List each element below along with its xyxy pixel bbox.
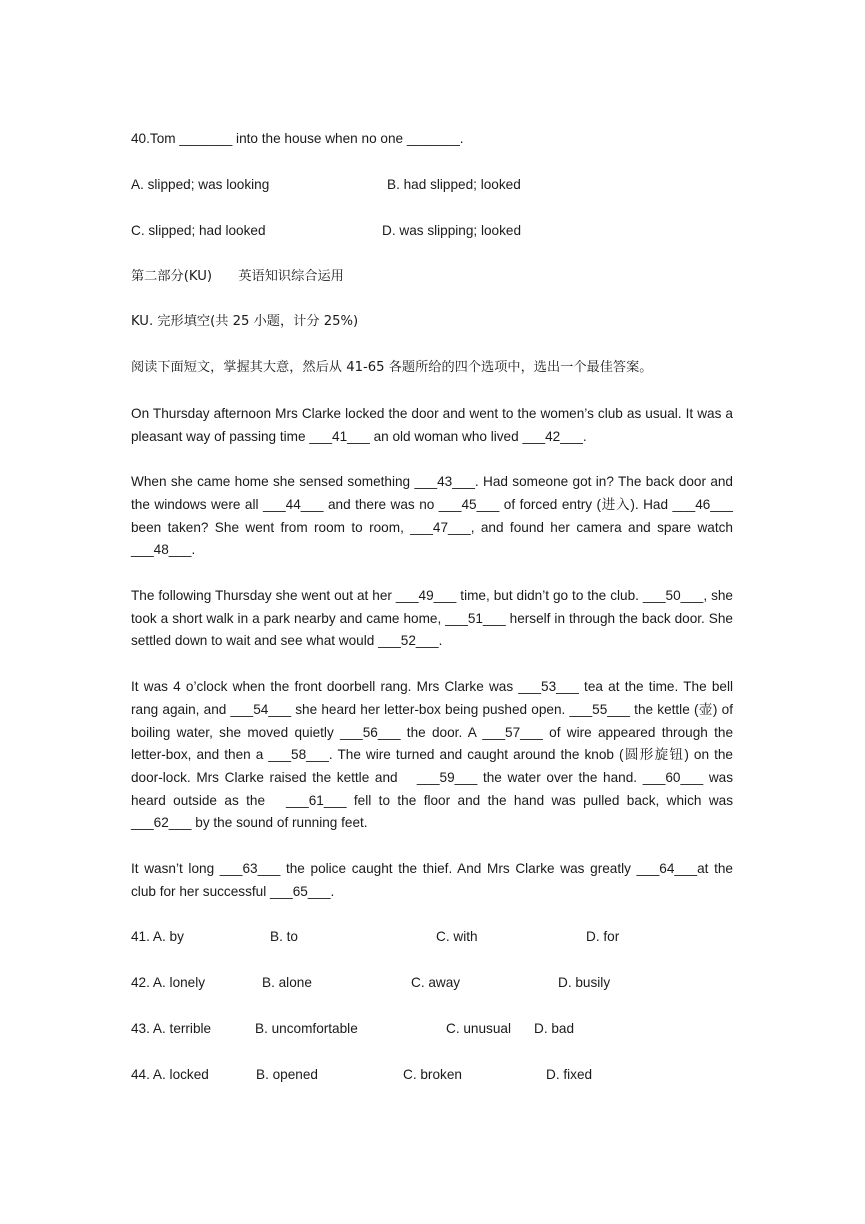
option-d: D. was slipping; looked	[382, 222, 522, 238]
option-a: 43. A. terrible	[131, 1021, 212, 1037]
question-43-options	[131, 1018, 733, 1041]
passage-paragraph-2: When she came home she sensed something ___43___. Had someone got in? The back door and the windows were all ___44___ and there was no ___45___ of forced entry (进入). Had ___46___ been taken? She went from room to room, ___47___, and found her camera and spare watch ___48___.	[131, 474, 733, 558]
option-b: B. to	[270, 929, 298, 945]
passage-paragraph-5: It wasn’t long ___63___ the police caught the thief. And Mrs Clarke was greatly ___64___at the club for her successful ___65___.	[131, 861, 733, 899]
instructions: 阅读下面短文，掌握其大意，然后从 41-65 各题所给的四个选项中，选出一个最佳答案。	[131, 360, 653, 376]
question-40-stem: 40.Tom _______ into the house when no one _______.	[131, 131, 464, 146]
question-40-options-row-2	[131, 220, 733, 243]
part-two-heading: 第二部分(KU) 英语知识综合运用	[131, 268, 344, 284]
question-42-options	[131, 972, 733, 995]
option-d: D. bad	[534, 1021, 575, 1037]
option-b: B. opened	[256, 1067, 318, 1083]
passage-paragraph-1: On Thursday afternoon Mrs Clarke locked the door and went to the women’s club as usual. It was a pleasant way of passing time ___41___ an old woman who lived ___42___.	[131, 405, 733, 444]
passage-paragraph-4: It was 4 o’clock when the front doorbell rang. Mrs Clarke was ___53___ tea at the time. The bell rang again, and ___54___ she heard her letter-box being pushed open. ___55___ the kettle (壶) of boiling water, she moved quietly ___56___ the door. A ___57___ of wire appeared through the letter-box, and then a ___58___. The wire turned and caught around the knob (圆形旋钮) on the door-lock. Mrs Clarke raised the kettle and ___59___ the water over the hand. ___60___ was heard outside as the ___61___ fell to the floor and the hand was pulled back, which was ___62___ by the sound of running feet.	[131, 679, 733, 831]
option-c: C. broken	[403, 1067, 462, 1083]
question-40-options-row-1	[131, 174, 733, 197]
option-b: B. uncomfortable	[255, 1021, 358, 1037]
option-c: C. unusual	[446, 1021, 511, 1037]
option-d: D. busily	[558, 975, 611, 991]
question-41-options	[131, 926, 733, 949]
option-c: C. with	[436, 929, 478, 945]
option-a: A. slipped; was looking	[131, 176, 270, 192]
option-a: 44. A. locked	[131, 1067, 209, 1083]
option-d: D. fixed	[546, 1067, 593, 1083]
option-a: 42. A. lonely	[131, 975, 206, 991]
option-c: C. away	[411, 975, 461, 991]
passage-paragraph-3: The following Thursday she went out at her ___49___ time, but didn’t go to the club. ___50___, she took a short walk in a park nearby and came home, ___51___ herself in through the back door. She settled down to wait and see what would ___52___.	[131, 588, 733, 649]
section-heading: KU. 完形填空(共 25 小题，计分 25%)	[131, 314, 359, 330]
option-d: D. for	[586, 929, 620, 945]
document-page	[131, 128, 733, 1087]
option-c: C. slipped; had looked	[131, 222, 266, 238]
option-b: B. alone	[262, 975, 312, 991]
question-44-options	[131, 1064, 733, 1087]
option-a: 41. A. by	[131, 929, 184, 945]
option-b: B. had slipped; looked	[387, 176, 521, 192]
